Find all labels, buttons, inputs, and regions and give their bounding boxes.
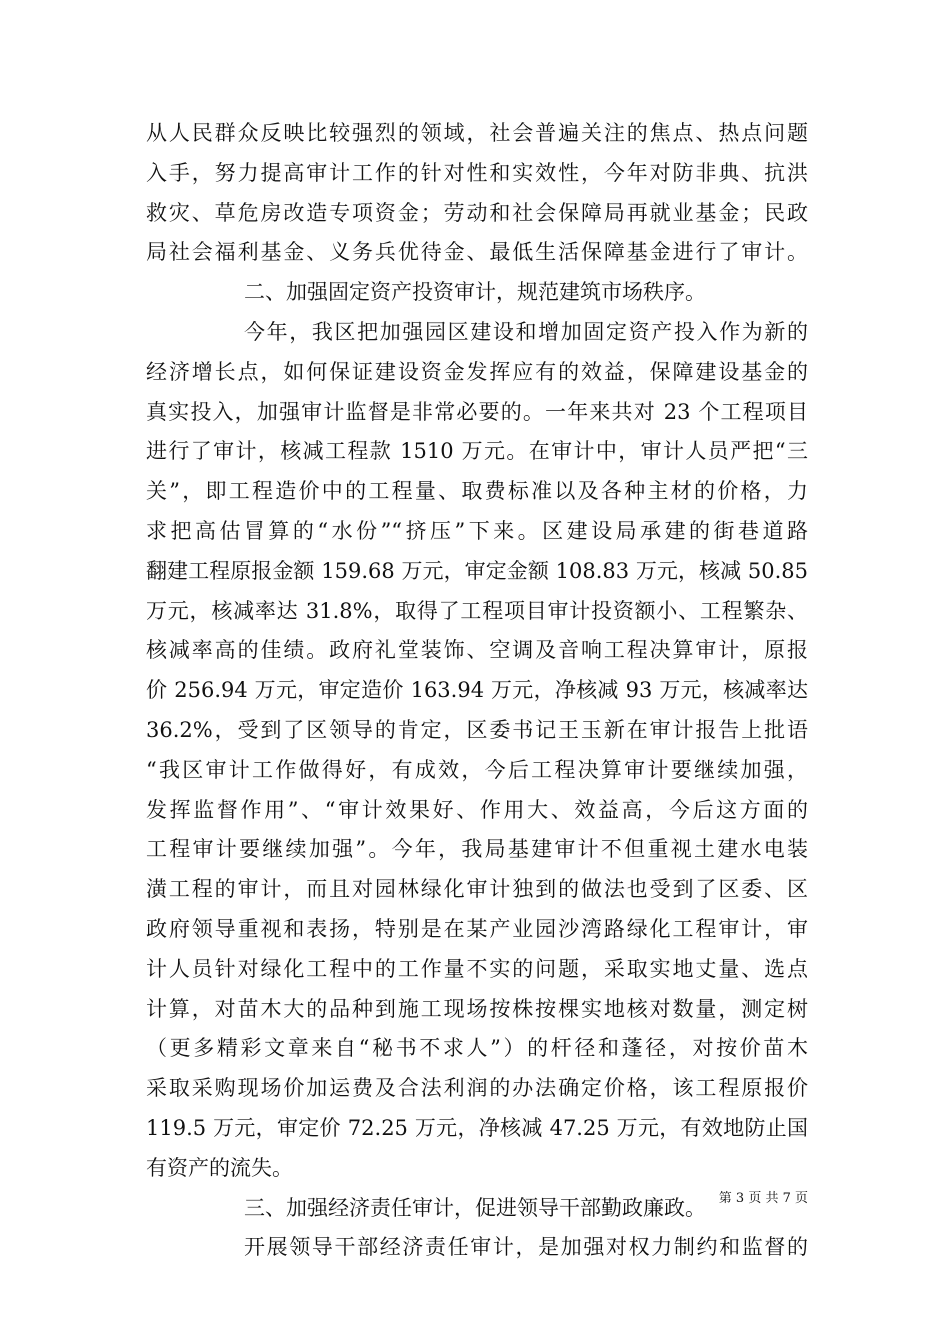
text-line: 工程审计要继续加强”。今年，我局基建审计不但重视土建水电装 [146,837,808,862]
text-line: 发挥监督作用”、“审计效果好、作用大、效益高，今后这方面的 [146,797,808,822]
text-line: “我区审计工作做得好，有成效，今后工程决算审计要继续加强， [146,757,808,782]
section-heading-3: 三、加强经济责任审计，促进领导干部勤政廉政。 [244,1195,706,1220]
text-line: 计人员针对绿化工程中的工作量不实的问题，采取实地丈量、选点 [146,956,808,981]
text-line: 119.5 万元，审定价 72.25 万元，净核减 47.25 万元，有效地防止国 [146,1115,808,1140]
text-line: 关”，即工程造价中的工程量、取费标准以及各种主材的价格，力 [146,479,808,504]
section-heading-2: 二、加强固定资产投资审计，规范建筑市场秩序。 [244,280,706,305]
text-line: 今年，我区把加强园区建设和增加固定资产投入作为新的 [244,319,808,344]
text-line: 从人民群众反映比较强烈的领域，社会普遍关注的焦点、热点问题 [146,121,808,145]
text-line: 开展领导干部经济责任审计，是加强对权力制约和监督的 [244,1235,808,1260]
text-line: 求把高估冒算的“水份”“挤压”下来。区建设局承建的街巷道路 [146,518,808,543]
text-line: 核减率高的佳绩。政府礼堂装饰、空调及音响工程决算审计，原报 [146,638,808,663]
text-line: 救灾、草危房改造专项资金；劳动和社会保障局再就业基金；民政 [146,200,808,225]
text-line: 价 256.94 万元，审定造价 163.94 万元，净核减 93 万元，核减率达 [146,678,808,703]
text-line: 计算，对苗木大的品种到施工现场按株按棵实地核对数量，测定树 [146,996,808,1021]
page-number-footer: 第 3 页 共 7 页 [718,1191,808,1206]
text-line: 万元，核减率达 31.8%，取得了工程项目审计投资额小、工程繁杂、 [146,598,808,623]
text-line: 36.2%，受到了区领导的肯定，区委书记王玉新在审计报告上批语 [146,717,808,742]
text-line: 经济增长点，如何保证建设资金发挥应有的效益，保障建设基金的 [146,359,808,384]
text-line: 翻建工程原报金额 159.68 万元，审定金额 108.83 万元，核减 50.85 [146,558,808,583]
text-line: 局社会福利基金、义务兵优待金、最低生活保障基金进行了审计。 [146,240,808,265]
text-line: 真实投入，加强审计监督是非常必要的。一年来共对 23 个工程项目 [146,399,808,424]
text-line: 政府领导重视和表扬，特别是在某产业园沙湾路绿化工程审计，审 [146,916,808,941]
text-line: 入手，努力提高审计工作的针对性和实效性，今年对防非典、抗洪 [146,160,808,185]
text-line: （更多精彩文章来自“秘书不求人”）的杆径和蓬径，对按价苗木 [146,1036,808,1061]
text-line: 潢工程的审计，而且对园林绿化审计独到的做法也受到了区委、区 [146,877,808,902]
text-line: 采取采购现场价加运费及合法利润的办法确定价格，该工程原报价 [146,1076,808,1101]
text-line: 进行了审计，核减工程款 1510 万元。在审计中，审计人员严把“三 [146,439,808,464]
body-text [146,114,808,1268]
text-line: 有资产的流失。 [146,1155,293,1180]
